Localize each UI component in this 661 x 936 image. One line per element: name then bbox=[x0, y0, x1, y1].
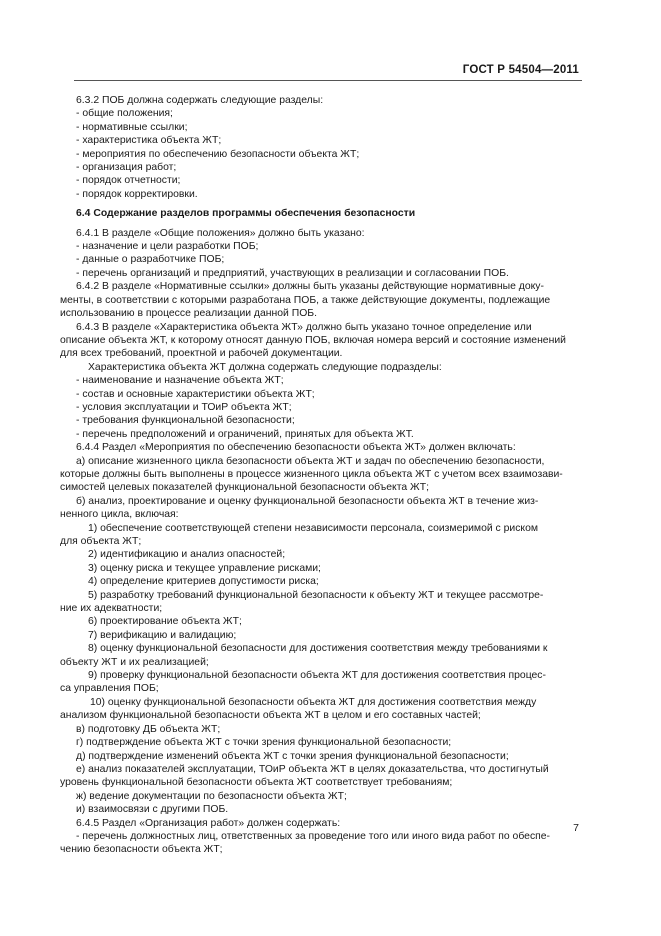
text-line: ние их адекватности; bbox=[60, 603, 163, 615]
text-line: анализом функциональной безопасности объекта ЖТ в целом и его составных частей; bbox=[60, 710, 481, 722]
text-line: объекту ЖТ и их реализацией; bbox=[60, 656, 209, 668]
text-line: 8) оценку функциональной безопасности для достижения соответствия между требованиями к bbox=[88, 643, 548, 655]
text-line: 1) обеспечение соответствующей степени независимости персонала, соизмеримой с риском bbox=[88, 522, 538, 534]
text-line: - условия эксплуатации и ТОиР объекта ЖТ; bbox=[76, 401, 292, 413]
text-line: 9) проверку функциональной безопасности объекта ЖТ для достижения соответствия процес- bbox=[88, 670, 546, 682]
text-line: д) подтверждение изменений объекта ЖТ с точки зрения функциональной безопасности; bbox=[76, 750, 509, 762]
header-rule bbox=[74, 80, 582, 81]
text-line: 6.4.1 В разделе «Общие положения» должно быть указано: bbox=[76, 227, 365, 239]
text-line: 6.4.2 В разделе «Нормативные ссылки» должны быть указаны действующие нормативные доку- bbox=[76, 281, 544, 293]
text-line: ненного цикла, включая: bbox=[60, 509, 179, 521]
text-line: 6.4.4 Раздел «Мероприятия по обеспечению безопасности объекта ЖТ» должен включать: bbox=[76, 442, 516, 454]
text-line: - состав и основные характеристики объекта ЖТ; bbox=[76, 388, 315, 400]
text-line: а) описание жизненного цикла безопасности объекта ЖТ и задач по обеспечению безопасности, bbox=[76, 455, 545, 467]
text-line: 6.3.2 ПОБ должна содержать следующие разделы: bbox=[76, 95, 324, 106]
text-line: е) анализ показателей эксплуатации, ТОиР объекта ЖТ в целях доказательства, что достигнутый bbox=[76, 763, 549, 775]
text-line: - данные о разработчике ПОБ; bbox=[76, 254, 225, 266]
text-line: использованию в процессе реализации данной ПОБ. bbox=[60, 308, 317, 320]
text-line: для всех требований, проектной и рабочей документации. bbox=[60, 348, 343, 360]
text-line: которые должны быть выполнены в процессе жизненного цикла объекта ЖТ с учетом всех взаимозави- bbox=[60, 468, 563, 480]
text-line: менты, в соответствии с которыми разработана ПОБ, а также действующие документы, подлежащие bbox=[60, 294, 551, 306]
text-line: - порядок корректировки. bbox=[76, 188, 198, 200]
text-line: б) анализ, проектирование и оценку функциональной безопасности объекта ЖТ в течение жиз- bbox=[76, 495, 539, 507]
text-line: 6.4.3 В разделе «Характеристика объекта ЖТ» должно быть указано точное определение или bbox=[76, 321, 532, 333]
text-line: чению безопасности объекта ЖТ; bbox=[60, 844, 223, 856]
page-number: 7 bbox=[573, 822, 579, 834]
text-line: - мероприятия по обеспечению безопасности объекта ЖТ; bbox=[76, 148, 360, 160]
text-line: - назначение и цели разработки ПОБ; bbox=[76, 241, 259, 253]
text-line: - требования функциональной безопасности; bbox=[76, 415, 295, 427]
text-line: 7) верификацию и валидацию; bbox=[88, 629, 237, 641]
text-line: описание объекта ЖТ, к которому относят данную ПОБ, включая номера версий и состояние изменений bbox=[60, 334, 566, 346]
text-line: - общие положения; bbox=[76, 108, 173, 120]
text-line: в) подготовку ДБ объекта ЖТ; bbox=[76, 723, 221, 735]
text-line: Характеристика объекта ЖТ должна содержать следующие подразделы: bbox=[88, 361, 442, 373]
text-line: симостей целевых показателей функциональной безопасности объекта ЖТ; bbox=[60, 482, 429, 494]
text-line: 10) оценку функциональной безопасности объекта ЖТ для достижения соответствия между bbox=[90, 696, 537, 708]
text-line: - перечень предположений и ограничений, принятых для объекта ЖТ. bbox=[76, 428, 414, 440]
text-line: и) взаимосвязи с другими ПОБ. bbox=[76, 804, 229, 816]
document-header: ГОСТ Р 54504—2011 bbox=[462, 64, 579, 76]
text-line: - нормативные ссылки; bbox=[76, 121, 188, 133]
text-line: 6.4.5 Раздел «Организация работ» должен содержать: bbox=[76, 817, 341, 829]
text-line: 5) разработку требований функциональной безопасности к объекту ЖТ и текущее рассмотре- bbox=[88, 589, 544, 601]
text-line: - порядок отчетности; bbox=[76, 175, 181, 187]
text-line: уровень функциональной безопасности объекта ЖТ соответствует требованиям; bbox=[60, 777, 453, 789]
text-line: для объекта ЖТ; bbox=[60, 536, 142, 547]
section-title: 6.4 Содержание разделов программы обеспечения безопасности bbox=[76, 208, 416, 220]
text-line: са управления ПОБ; bbox=[60, 683, 159, 695]
text-line: - перечень организаций и предприятий, участвующих в реализации и согласовании ПОБ. bbox=[76, 267, 509, 279]
document-body bbox=[60, 94, 584, 857]
text-line: - перечень должностных лиц, ответственных за проведение того или иного вида работ по обеспе- bbox=[76, 830, 550, 842]
text-line: 4) определение критериев допустимости риска; bbox=[88, 576, 319, 588]
text-line: г) подтверждение объекта ЖТ с точки зрения функциональной безопасности; bbox=[76, 737, 452, 749]
text-line: ж) ведение документации по безопасности объекта ЖТ; bbox=[76, 790, 347, 802]
text-line: 2) идентификацию и анализ опасностей; bbox=[88, 549, 286, 561]
text-line: - характеристика объекта ЖТ; bbox=[76, 135, 222, 147]
text-line: - наименование и назначение объекта ЖТ; bbox=[76, 375, 284, 387]
text-line: 3) оценку риска и текущее управление рисками; bbox=[88, 562, 321, 574]
text-line: 6) проектирование объекта ЖТ; bbox=[88, 616, 242, 628]
text-line: - организация работ; bbox=[76, 162, 177, 174]
